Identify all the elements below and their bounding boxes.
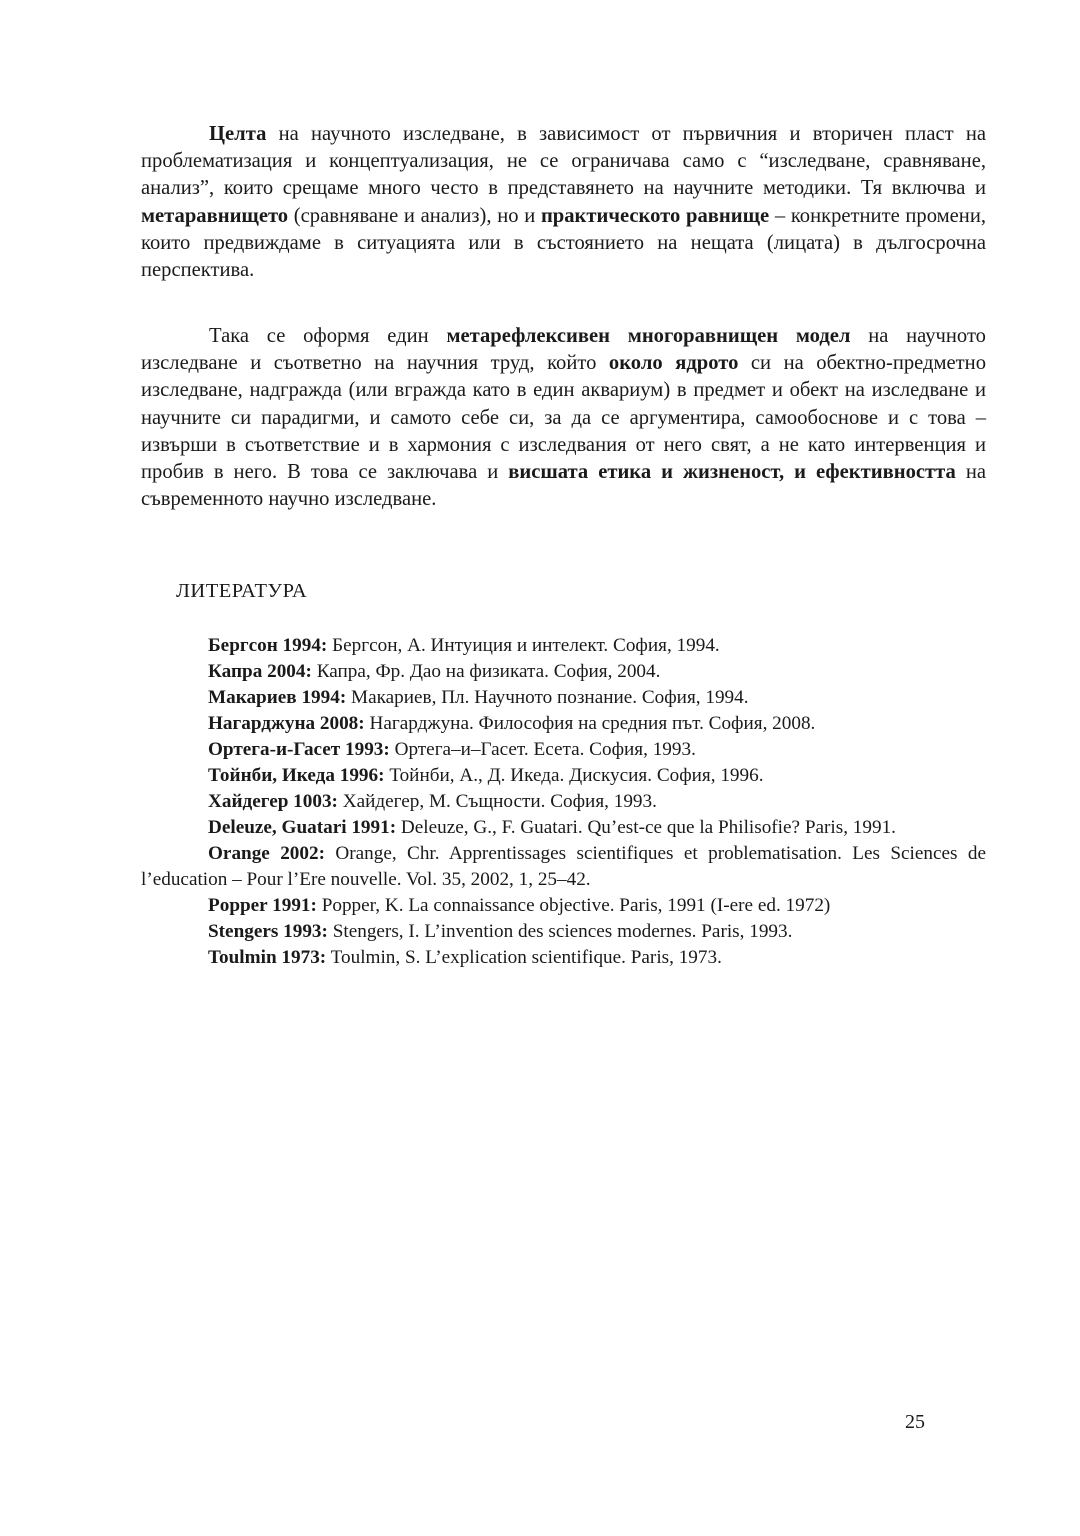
reference-item	[141, 633, 986, 659]
reference-text: Макариев, Пл. Научното познание. София, 1994.	[346, 687, 749, 708]
reference-key: Ортега-и-Гасет 1993:	[208, 739, 390, 760]
reference-key: Нагарджуна 2008:	[208, 713, 365, 734]
text-run-bold: практическото равнище	[540, 204, 770, 227]
reference-item	[141, 763, 986, 789]
reference-key: Тойнби, Икеда 1996:	[208, 765, 385, 786]
paragraph-goal	[141, 121, 986, 284]
text-run: на съвременното научно изследване.	[141, 461, 986, 511]
reference-text: Deleuze, G., F. Guatari. Qu’est-ce que la Philisofie? Paris, 1991.	[396, 817, 896, 838]
text-run: на научното изследване и съответно на научния труд, който	[141, 325, 986, 375]
reference-text: Popper, K. La connaissance objective. Paris, 1991 (I-ere ed. 1972)	[316, 895, 831, 916]
reference-item	[141, 945, 986, 971]
reference-key: Бергсон 1994:	[208, 635, 328, 656]
page-number: 25	[905, 1411, 925, 1433]
reference-text: Orange, Chr. Apprentissages scientifiques et problematisation. Les Sciences de l’education – Pour l’Ere nouvelle. Vol. 35, 2002, 1, 25–42.	[141, 843, 986, 890]
text-run-bold: около ядрото	[608, 352, 739, 375]
reference-key: Макариев 1994:	[208, 687, 347, 708]
reference-text: Тойнби, А., Д. Икеда. Дискусия. София, 1996.	[384, 765, 764, 786]
reference-key: Orange 2002:	[208, 843, 325, 864]
reference-text: Toulmin, S. L’explication scientifique. Paris, 1973.	[326, 947, 722, 968]
text-run: (сравняване и анализ), но и	[288, 204, 541, 227]
reference-item	[141, 789, 986, 815]
text-run-bold: висшата етика и жизненост, и ефективността	[508, 461, 956, 484]
text-run: си на обектно-предметно изследване, надгражда (или вгражда като в един аквариум) в предмет и обект на изследване и научните си парадигми, и самото себе си, за да се аргументира, самообоснове и с това – извърши в съответствие и в хармония с изследвания от него свят, а не като интервенция и пробив в него. В това се заключава и	[141, 352, 986, 484]
text-run: на научното изследване, в зависимост от първичния и вторичен пласт на проблематизация и концептуализация, не се ограничава само с “изследване, сравняване, анализ”, които срещаме много често в представянето на научните методики. Тя включва и	[141, 123, 986, 200]
reference-key: Stengers 1993:	[208, 921, 328, 942]
reference-text: Stengers, I. L’invention des sciences modernes. Paris, 1993.	[327, 921, 793, 942]
reference-item	[141, 711, 986, 737]
text-run-bold: Целта	[209, 123, 267, 145]
reference-item	[141, 893, 986, 919]
text-run-bold: метаравнището	[141, 204, 289, 227]
text-run-bold: метарефлексивен многоравнищен модел	[446, 325, 851, 347]
text-run: – конкретните промени, които предвиждаме в ситуацията или в състоянието на нещата (лицата) в дългосрочна перспектива.	[141, 204, 986, 282]
reference-key: Deleuze, Guatari 1991:	[208, 817, 397, 838]
reference-text: Бергсон, А. Интуиция и интелект. София, 1994.	[327, 635, 720, 656]
text-run: Така се оформя един	[209, 325, 447, 347]
paragraph-model	[141, 323, 986, 513]
reference-key: Капра 2004:	[208, 661, 312, 682]
reference-item	[141, 919, 986, 945]
reference-item	[141, 815, 986, 841]
reference-item	[141, 659, 986, 685]
reference-key: Toulmin 1973:	[208, 947, 327, 968]
reference-text: Капра, Фр. Дао на физиката. София, 2004.	[311, 661, 661, 682]
reference-text: Нагарджуна. Философия на средния път. София, 2008.	[364, 713, 816, 734]
reference-item	[141, 737, 986, 763]
reference-item	[141, 841, 986, 893]
reference-list	[141, 633, 986, 971]
reference-key: Popper 1991:	[208, 895, 317, 916]
reference-text: Хайдегер, М. Същности. София, 1993.	[337, 791, 657, 812]
reference-item	[141, 685, 986, 711]
reference-text: Ортега–и–Гасет. Есета. София, 1993.	[389, 739, 696, 760]
literature-heading: ЛИТЕРАТУРА	[176, 580, 308, 602]
reference-key: Хайдегер 1003:	[208, 791, 338, 812]
